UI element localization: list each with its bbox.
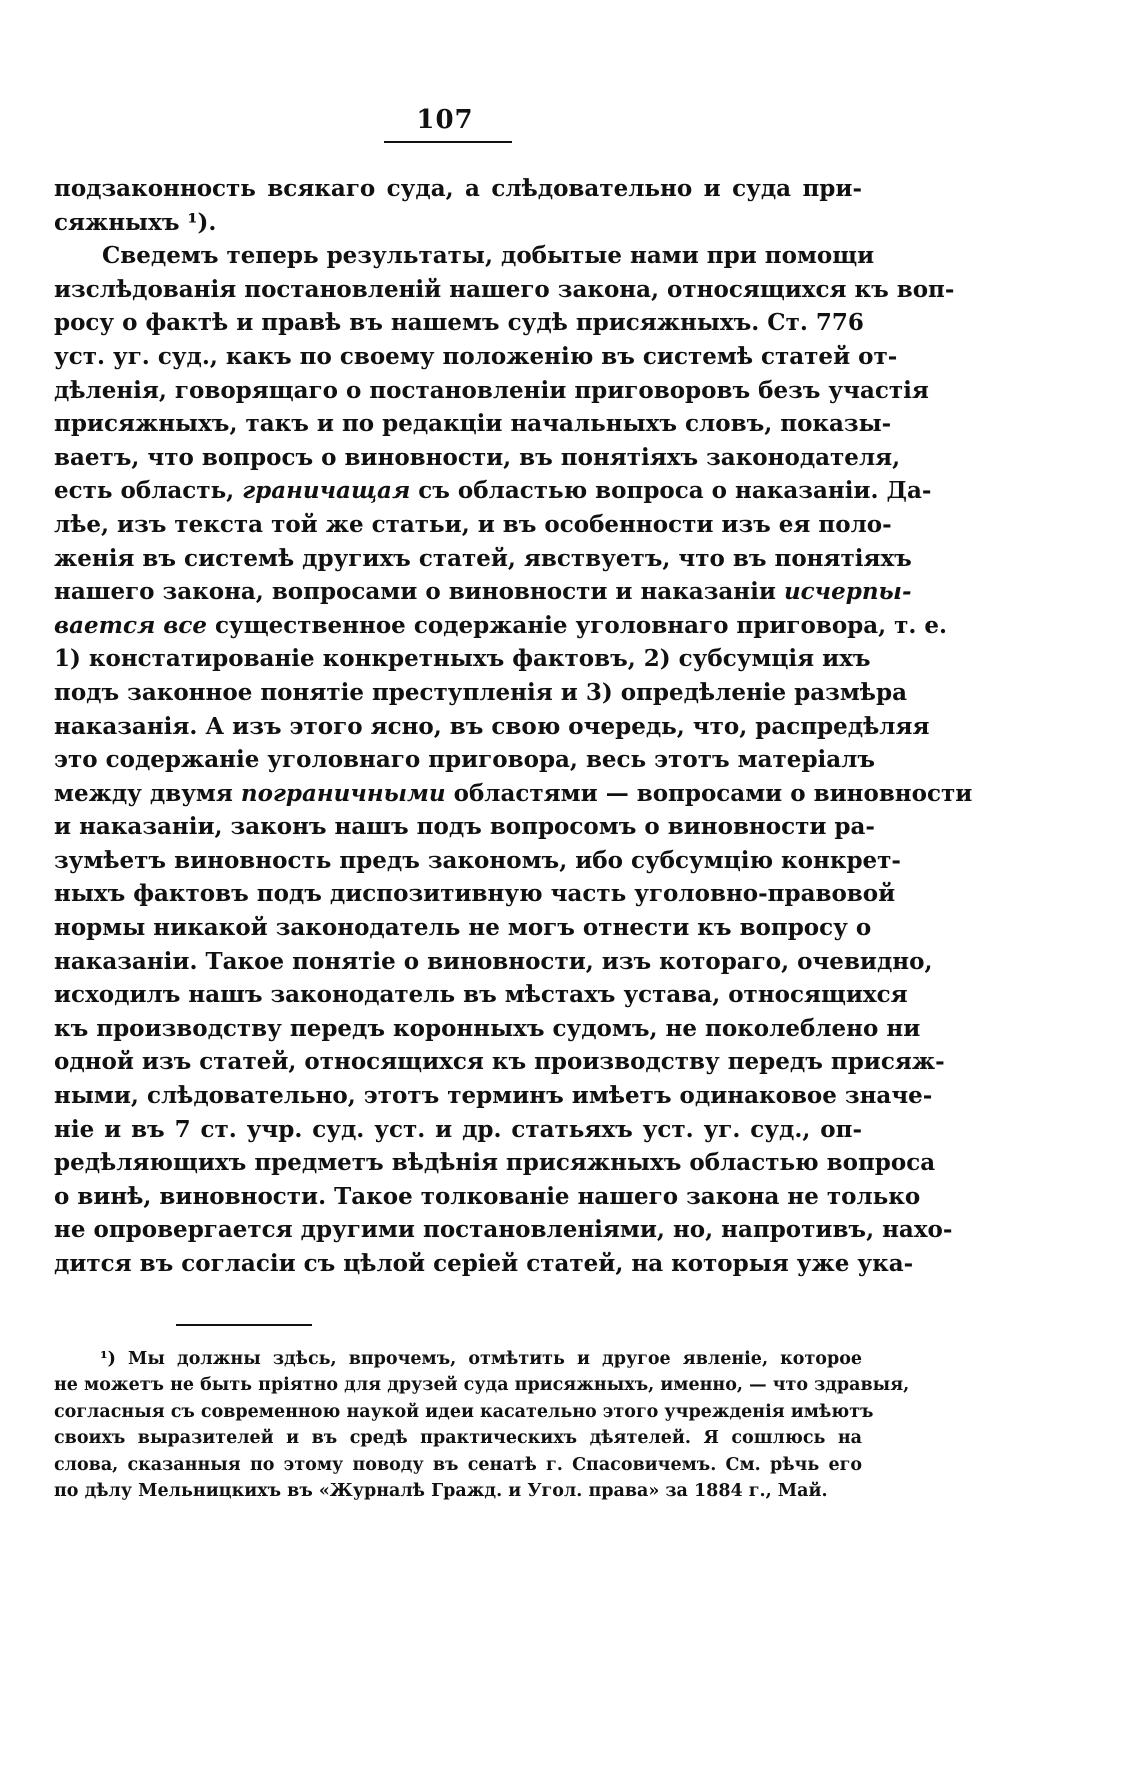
text-line: присяжныхъ, такъ и по редакціи начальныхъ словъ, показы- (54, 410, 892, 438)
footnote-line: согласныя съ современною наукой идеи касательно этого учрежденія имѣютъ (54, 1401, 874, 1422)
footnote-line: ¹) Мы должны здѣсь, впрочемъ, отмѣтить и другое явленіе, которое (100, 1349, 862, 1369)
text-line: ныхъ фактовъ подъ диспозитивную часть уголовно-правовой (54, 880, 896, 908)
text-line: подъ законное понятіе преступленія и 3) опредѣленіе размѣра (54, 678, 907, 706)
text-line: изслѣдованія постановленій нашего закона, относящихся къ воп- (54, 275, 955, 303)
text-line: исходилъ нашъ законодатель въ мѣстахъ устава, относящихся (54, 981, 908, 1009)
page-number-rule (384, 141, 512, 143)
text-line: Сведемъ теперь результаты, добытые нами при помощи (102, 242, 875, 270)
text-line: къ производству передъ коронныхъ судомъ, не поколеблено ни (54, 1014, 921, 1042)
footnote-line: слова, сказанныя по этому поводу въ сенатѣ г. Спасовичемъ. См. рѣчь его (54, 1454, 862, 1475)
italic-word: граничащая (242, 477, 411, 505)
text-line: сяжныхъ ¹). (54, 208, 217, 236)
text-line: ными, слѣдовательно, этотъ терминъ имѣетъ одинаковое значе- (54, 1082, 933, 1110)
text-line-with-italic (54, 609, 948, 643)
text-line-with-italic (54, 474, 932, 508)
text-segment: существенное содержаніе уголовнаго приговора, т. е. (207, 611, 948, 639)
text-line-with-italic (54, 575, 912, 609)
text-segment: между двумя (54, 779, 241, 807)
main-text (54, 172, 973, 1281)
text-line: не опровергается другими постановленіями, но, напротивъ, нахо- (54, 1216, 953, 1244)
text-line: 1) констатированіе конкретныхъ фактовъ, 2) субсумція ихъ (54, 645, 871, 673)
text-line: и наказаніи, законъ нашъ подъ вопросомъ о виновности ра- (54, 813, 875, 841)
footnote-separator (176, 1324, 312, 1326)
text-line: о винѣ, виновности. Такое толкованіе нашего закона не только (54, 1182, 921, 1210)
footnote-line: по дѣлу Мельницкихъ въ «Журналѣ Гражд. и Угол. права» за 1884 г., Май. (54, 1480, 828, 1501)
italic-word: пограничными (240, 779, 446, 807)
text-line: наказаніи. Такое понятіе о виновности, изъ котораго, очевидно, (54, 947, 933, 975)
text-line: редѣляющихъ предметъ вѣдѣнія присяжныхъ областью вопроса (54, 1149, 936, 1177)
text-line: одной изъ статей, относящихся къ производству передъ присяж- (54, 1048, 945, 1076)
text-line: зумѣетъ виновность предъ закономъ, ибо субсумцію конкрет- (54, 846, 901, 874)
page-number: 107 (416, 105, 474, 135)
italic-word: исчерпы- (783, 578, 912, 606)
text-segment: областями — вопросами о виновности (445, 779, 973, 807)
text-line: дится въ согласіи съ цѣлой серіей статей, на которыя уже ука- (54, 1250, 914, 1277)
footnote (54, 1346, 910, 1504)
text-line: дѣленія, говорящаго о постановленіи приговоровъ безъ участія (54, 376, 929, 404)
text-line: это содержаніе уголовнаго приговора, весь этотъ матеріалъ (54, 746, 876, 774)
text-line: женія въ системѣ другихъ статей, явствуетъ, что въ понятіяхъ (54, 544, 912, 572)
text-segment: нашего закона, вопросами о виновности и наказаніи (54, 578, 784, 606)
text-line: ніе и въ 7 ст. учр. суд. уст. и др. статьяхъ уст. уг. суд., оп- (54, 1115, 862, 1143)
text-line: наказанія. А изъ этого ясно, въ свою очередь, что, распредѣляя (54, 712, 930, 740)
footnote-line: не можетъ не быть пріятно для друзей суда присяжныхъ, именно, — что здравыя, (54, 1375, 910, 1396)
italic-word: вается все (54, 611, 208, 639)
footnote-line: своихъ выразителей и въ средѣ практическихъ дѣятелей. Я сошлюсь на (54, 1428, 862, 1449)
text-line-with-italic (54, 777, 973, 811)
text-line: нормы никакой законодатель не могъ отнести къ вопросу о (54, 914, 872, 942)
text-line: подзаконность всякаго суда, а слѣдовательно и суда при- (54, 175, 862, 202)
text-line: ваетъ, что вопросъ о виновности, въ понятіяхъ законодателя, (54, 443, 901, 471)
text-line: лѣе, изъ текста той же статьи, и въ особенности изъ ея поло- (54, 510, 892, 538)
text-line: росу о фактѣ и правѣ въ нашемъ судѣ присяжныхъ. Ст. 776 (54, 309, 864, 337)
text-segment: съ областью вопроса о наказаніи. Да- (410, 477, 932, 505)
text-line: уст. уг. суд., какъ по своему положенію въ системѣ статей от- (54, 342, 898, 370)
text-segment: есть область, (54, 477, 243, 505)
